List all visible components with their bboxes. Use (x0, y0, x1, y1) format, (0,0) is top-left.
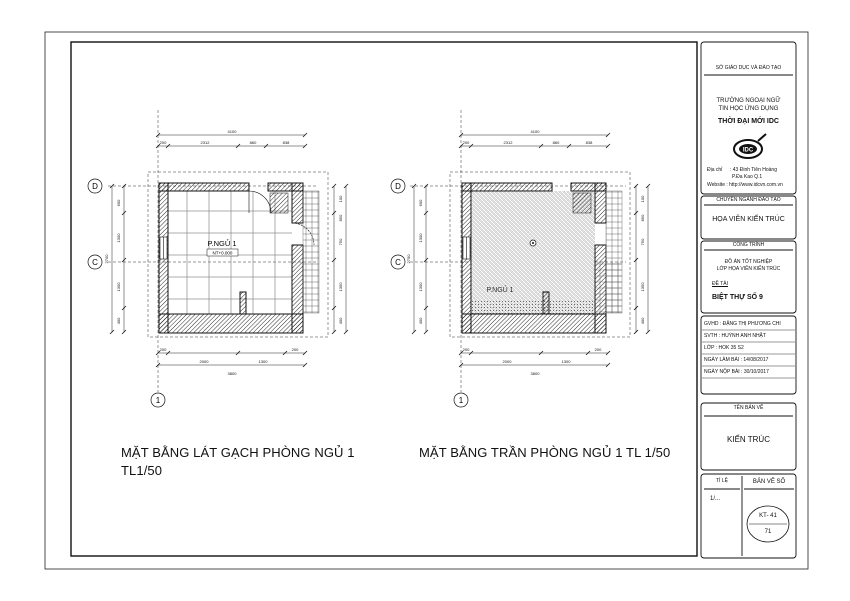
sheet-label: BẢN VẼ SỐ (752, 479, 786, 485)
dim-text: 400 (116, 317, 121, 325)
dim-text: 3800 (227, 371, 237, 376)
dim-text: 600 (418, 199, 423, 207)
address-line-2: P.Đa Kao Q.1 (732, 174, 763, 180)
dim-text: 850 (640, 214, 645, 222)
dim-text: 200 (291, 347, 299, 352)
dim-text: 1300 (258, 359, 268, 364)
dim-text: 4100 (227, 129, 237, 134)
dim-text: 200 (594, 347, 602, 352)
address-line-1: : 43 Đinh Tiên Hoàng (730, 167, 777, 173)
floor-plan-scale: TL1/50 (121, 463, 163, 478)
drawing-value: KIẾN TRÚC (727, 435, 770, 444)
dim-text: 4100 (530, 129, 540, 134)
dim-text: 600 (116, 199, 121, 207)
dim-text: 1300 (418, 282, 423, 292)
school-name-1: TRƯỜNG NGOẠI NGỮ (716, 98, 781, 104)
floor-plan-title: MẶT BẰNG LÁT GẠCH PHÒNG NGỦ 1 (121, 445, 355, 460)
ceiling-grid-d: D (395, 182, 401, 191)
ceiling-room-label: P.NGỦ 1 (486, 287, 514, 294)
project-line-1: ĐỒ ÁN TỐT NGHIỆP (724, 259, 773, 265)
topic-label: ĐỀ TÀI (712, 281, 729, 287)
class: LỚP : HOK 35 S2 (704, 345, 744, 351)
gvhd: GVHD : ĐẶNG THỊ PHƯƠNG CHI (704, 321, 781, 327)
dim-text: 1300 (116, 233, 121, 243)
floor-room-label: P.NGỦ 1 (207, 239, 237, 248)
dim-text: 850 (338, 214, 343, 222)
ceiling-grid-c: C (395, 258, 401, 267)
scale-label: TỈ LỆ (716, 478, 728, 484)
dim-text: 400 (640, 317, 645, 325)
dim-text: 100 (640, 195, 645, 203)
school-name-2: TIN HỌC ỨNG DỤNG (718, 106, 779, 112)
dim-text: 200 (159, 347, 167, 352)
dim-text: 400 (338, 317, 343, 325)
dim-text: 3800 (530, 371, 540, 376)
dim-text: 2000 (199, 359, 209, 364)
start-date: NGÀY LÀM BÀI : 14/08/2017 (704, 357, 769, 363)
sheet-code: KT- 41 (759, 513, 777, 519)
ceiling-plan (410, 110, 650, 392)
dim-text: 2700 (104, 254, 109, 264)
dim-text: 1350 (640, 282, 645, 292)
dim-text: 1300 (561, 359, 571, 364)
dim-text: 1300 (116, 282, 121, 292)
dim-text: 2312 (503, 140, 513, 145)
svth: SVTH : HUỲNH ANH NHẬT (704, 333, 766, 339)
ceiling-plan-title: MẶT BẰNG TRẦN PHÒNG NGỦ 1 TL 1/50 (419, 445, 671, 460)
submit-date: NGÀY NỘP BÀI : 30/10/2017 (704, 369, 769, 375)
floor-grid-c: C (92, 258, 98, 267)
dim-text: 750 (640, 238, 645, 246)
floor-room-level: NT+0.000 (212, 250, 233, 256)
dim-text: 838 (585, 140, 593, 145)
dim-text: 2312 (200, 140, 210, 145)
topic-value: BIỆT THỰ SỐ 9 (712, 294, 763, 301)
scale-value: 1/... (710, 496, 721, 502)
floor-grid-1: 1 (155, 396, 161, 405)
dim-text: 860 (249, 140, 257, 145)
ceiling-grid-1: 1 (458, 396, 464, 405)
ministry-label: SỞ GIÁO DỤC VÀ ĐÀO TẠO (715, 65, 782, 71)
dim-text: 750 (338, 238, 343, 246)
drawing-label: TÊN BẢN VẼ (733, 405, 764, 411)
dim-text: 100 (338, 195, 343, 203)
project-label: CÔNG TRÌNH (732, 242, 765, 248)
dim-text: 200 (159, 140, 167, 145)
major-value: HỌA VIÊN KIẾN TRÚC (712, 216, 785, 223)
dim-text: 200 (462, 140, 470, 145)
dim-text: 838 (282, 140, 290, 145)
school-name-3: THỜI ĐẠI MỚI IDC (718, 118, 779, 125)
dim-text: 2000 (502, 359, 512, 364)
dim-text: 2700 (406, 254, 411, 264)
dim-text: 200 (462, 347, 470, 352)
dim-text: 860 (552, 140, 560, 145)
project-line-2: LỚP HỌA VIÊN KIẾN TRÚC (716, 266, 781, 272)
floor-grid-d: D (92, 182, 98, 191)
logo-text: IDC (742, 147, 754, 154)
sheet-number: 71 (764, 529, 772, 535)
dim-text: 1350 (338, 282, 343, 292)
major-label: CHUYÊN NGÀNH ĐÀO TẠO (716, 197, 781, 203)
dim-text: 400 (418, 317, 423, 325)
website: Website : http://www.idcvn.com.vn (707, 182, 783, 188)
address-label: Địa chỉ (707, 167, 723, 173)
idc-logo (734, 134, 766, 158)
dim-text: 1300 (418, 233, 423, 243)
